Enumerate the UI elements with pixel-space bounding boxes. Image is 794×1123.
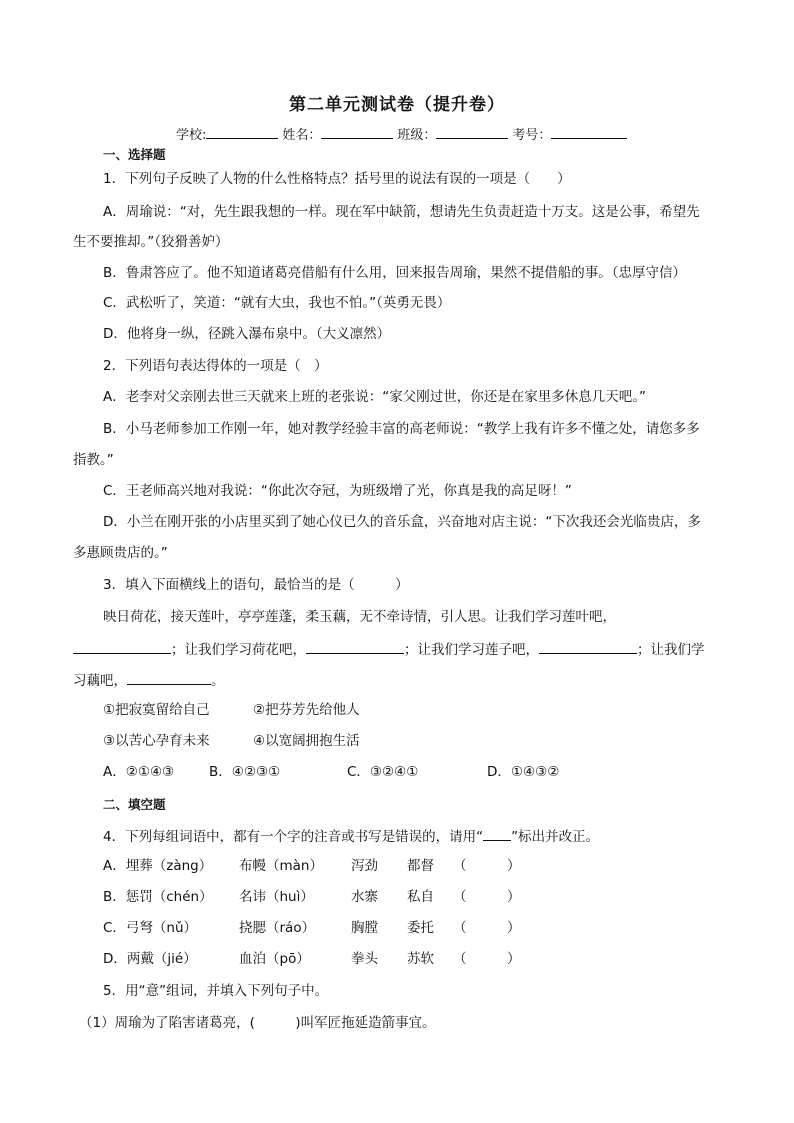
question-1-option-b: B．鲁肃答应了。他不知道诸葛亮借船有什么用，回来报告周瑜，果然不提借船的事。（忠厚守信）: [103, 265, 687, 281]
page-title: 第二单元测试卷（提升卷）: [289, 95, 505, 115]
question-2-option-d-cont: 多惠顾贵店的。”: [73, 545, 168, 561]
q4-row-c-word2: 挠腮（ráo）: [239, 920, 316, 936]
question-2-stem: 2．下列语句表达得体的一项是（ ）: [103, 358, 328, 374]
q4-row-b-word3: 水寨: [351, 889, 378, 905]
q4-row-b-word4: 私自: [407, 889, 434, 905]
question-3-passage-line2: [73, 639, 705, 659]
question-1-stem: 1．下列句子反映了人物的什么性格特点？括号里的说法有误的一项是（ ）: [103, 171, 571, 187]
q4-row-d-word1: D．两戴（jié）: [103, 951, 197, 967]
q4-row-b-word1: B．惩罚（chén）: [103, 889, 213, 905]
passage-segment: ；让我们学习荷花吧，: [171, 642, 306, 658]
fill-blank-1[interactable]: [73, 639, 171, 654]
section-heading-fill: 二、填空题: [103, 797, 166, 812]
q4-row-a-word2: 布幔（màn）: [239, 858, 323, 874]
passage-segment: 。: [211, 673, 225, 689]
question-3-phrase-4: ④以宽阔拥抱生活: [253, 733, 360, 749]
question-3-passage-line1: 映日荷花，接天莲叶，亭亭莲蓬，柔玉藕，无不牵诗情，引人思。让我们学习莲叶吧，: [103, 609, 616, 625]
name-label: 姓名：: [282, 128, 322, 143]
question-2-option-d: D．小兰在刚开张的小店里买到了她心仪已久的音乐盒，兴奋地对店主说：“下次我还会光临贵店，多: [103, 514, 701, 530]
school-blank[interactable]: [206, 126, 278, 139]
question-3-answer-d[interactable]: D．①④③②: [487, 764, 560, 780]
question-3-answer-c[interactable]: C．③②④①: [347, 764, 419, 780]
question-2-option-b-cont: 指教。”: [73, 452, 114, 468]
passage-segment: ；让我们学: [637, 642, 705, 658]
passage-segment: ；让我们学习莲子吧，: [404, 642, 539, 658]
fill-blank-3[interactable]: [539, 639, 637, 654]
question-3-answer-b[interactable]: B．④②③①: [209, 764, 281, 780]
passage-segment: 习藕吧，: [73, 673, 127, 689]
stem-segment: ”标出并改正。: [511, 829, 600, 845]
question-3-phrase-2: ②把芬芳先给他人: [253, 702, 360, 718]
q4-row-c-word4: 委托: [407, 920, 434, 936]
question-3-answer-a[interactable]: A．②①④③: [103, 764, 175, 780]
fill-blank-4[interactable]: [127, 670, 211, 685]
examno-label: 考号：: [512, 128, 552, 143]
question-2-option-c: C．王老师高兴地对我说：“你此次夺冠，为班级增了光，你真是我的高足呀！”: [103, 483, 572, 499]
section-heading-choice: 一、选择题: [103, 147, 166, 162]
question-4-stem: [103, 826, 599, 846]
q4-row-d-word4: 苏软: [407, 951, 434, 967]
question-1-option-a: A．周瑜说：“对，先生跟我想的一样。现在军中缺箭，想请先生负责赶造十万支。这是公事，希望先: [103, 204, 700, 220]
q4-row-d-answer[interactable]: （ ）: [453, 951, 521, 967]
q4-row-c-word1: C．弓弩（nǔ）: [103, 920, 198, 936]
question-2-option-b: B．小马老师参加工作刚一年，她对教学经验丰富的高老师说：“教学上我有许多不懂之处，请您多多: [103, 421, 700, 437]
question-3-phrase-3: ③以苦心孕育未来: [103, 733, 210, 749]
class-blank[interactable]: [436, 126, 508, 139]
q4-row-d-word2: 血泊（pō）: [239, 951, 310, 967]
question-3-stem: 3．填入下面横线上的语句，最恰当的是（ ）: [103, 577, 409, 593]
q4-row-a-answer[interactable]: （ ）: [453, 858, 521, 874]
question-3-passage-line3: [73, 670, 225, 690]
examno-blank[interactable]: [551, 126, 627, 139]
question-5-sentence-1: （1）周瑜为了陷害诸葛亮，( )叫军匠拖延造箭事宜。: [79, 1015, 436, 1031]
q4-row-b-word2: 名讳（huì）: [239, 889, 314, 905]
name-blank[interactable]: [321, 126, 393, 139]
q4-row-c-word3: 胸膛: [351, 920, 378, 936]
question-2-option-a: A．老李对父亲刚去世三天就来上班的老张说：“家父刚过世，你还是在家里多休息几天吧。”: [103, 389, 646, 405]
student-info-row: [176, 124, 631, 143]
fill-blank-2[interactable]: [306, 639, 404, 654]
question-1-option-d: D．他将身一纵，径跳入瀑布泉中。（大义凛然）: [103, 326, 391, 342]
question-5-stem: 5．用“意”组词，并填入下列句子中。: [103, 983, 329, 999]
question-1-option-c: C．武松听了，笑道：“就有大虫，我也不怕。”（英勇无畏）: [103, 295, 451, 311]
q4-row-b-answer[interactable]: （ ）: [453, 889, 521, 905]
stem-segment: 4．下列每组词语中，都有一个字的注音或书写是错误的，请用“: [103, 829, 484, 845]
underline-mark-sample: [483, 826, 511, 841]
class-label: 班级：: [397, 128, 437, 143]
question-3-phrase-1: ①把寂寞留给自己: [103, 702, 210, 718]
q4-row-c-answer[interactable]: （ ）: [453, 920, 521, 936]
q4-row-a-word3: 泻劲: [351, 858, 378, 874]
question-1-option-a-cont: 生不要推却。”（狡猾善妒）: [73, 234, 229, 250]
q4-row-a-word1: A．埋葬（zàng）: [103, 858, 213, 874]
q4-row-a-word4: 都督: [407, 858, 434, 874]
q4-row-d-word3: 拳头: [351, 951, 378, 967]
school-label: 学校:: [176, 128, 207, 143]
